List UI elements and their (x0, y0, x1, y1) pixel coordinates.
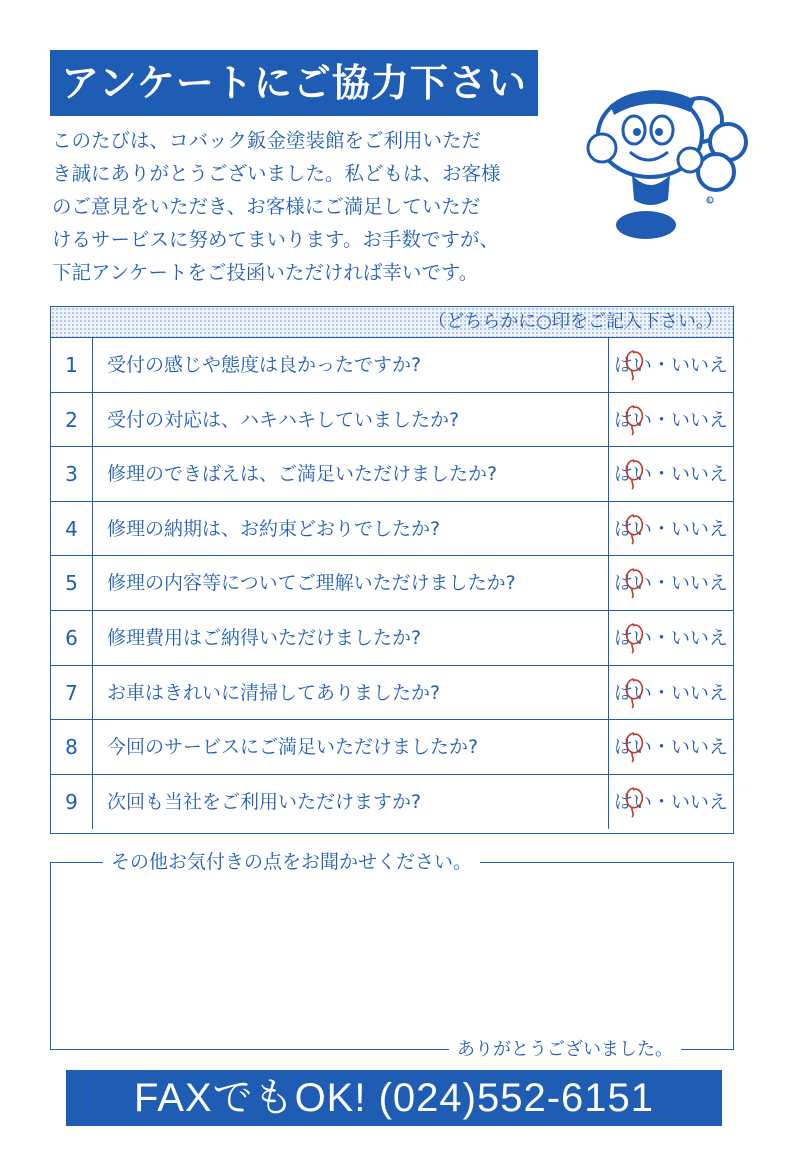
question-text: 修理の内容等についてご理解いただけましたか? (93, 556, 609, 610)
question-number: 5 (51, 556, 93, 610)
survey-row (51, 393, 733, 448)
comments-label: その他お気付きの点をお聞かせください。 (103, 847, 480, 877)
intro-line: のご意見をいただき、お客様にご満足していただ (52, 195, 481, 218)
answer-options: はい・いいえ (613, 354, 728, 376)
question-number: 9 (51, 775, 93, 830)
question-text: お車はきれいに清掃してありましたか? (93, 666, 609, 720)
intro-line: このたびは、コバック鈑金塗装館をご利用いただ (52, 129, 482, 152)
question-number: 7 (51, 666, 93, 720)
answer-options: はい・いいえ (613, 681, 728, 704)
question-text: 受付の感じや態度は良かったですか? (93, 338, 609, 392)
answer-choice[interactable] (609, 502, 733, 556)
answer-choice[interactable] (609, 338, 733, 392)
survey-table (50, 306, 734, 834)
answer-options: はい・いいえ (613, 790, 728, 813)
question-number: 2 (51, 393, 93, 447)
answer-choice[interactable] (609, 393, 733, 447)
survey-row (51, 720, 733, 775)
thanks-text: ありがとうございました。 (449, 1035, 681, 1065)
survey-row (51, 447, 733, 502)
answer-choice[interactable] (609, 666, 733, 720)
answer-options: はい・いいえ (613, 572, 728, 595)
survey-row (51, 666, 733, 721)
intro-line: 下記アンケートをご投函いただければ幸いです。 (52, 261, 479, 284)
answer-choice[interactable] (609, 556, 733, 610)
intro-line: き誠にありがとうございました。私どもは、お客様 (52, 162, 501, 185)
answer-options: はい・いいえ (613, 463, 728, 486)
intro-text (52, 124, 552, 289)
question-number: 8 (51, 720, 93, 774)
registered-mark: ® (706, 198, 712, 205)
answer-options: はい・いいえ (613, 626, 728, 649)
survey-row (51, 775, 733, 830)
survey-rows (51, 338, 733, 829)
survey-row (51, 502, 733, 557)
answer-choice[interactable] (609, 720, 733, 774)
question-number: 3 (51, 447, 93, 501)
survey-instruction: （どちらかに○印をご記入下さい。） (51, 307, 733, 338)
answer-options: はい・いいえ (613, 736, 728, 759)
question-text: 受付の対応は、ハキハキしていましたか? (93, 393, 609, 447)
answer-choice[interactable] (609, 775, 733, 830)
comments-box[interactable] (50, 851, 734, 1060)
survey-row (51, 611, 733, 666)
intro-line: けるサービスに努めてまいります。お手数ですが、 (52, 228, 499, 251)
page-title: アンケートにご協力下さい (50, 50, 538, 116)
question-text: 修理費用はご納得いただけましたか? (93, 611, 609, 665)
question-text: 今回のサービスにご満足いただけましたか? (93, 720, 609, 774)
mascot-character-icon (550, 60, 750, 260)
question-text: 次回も当社をご利用いただけますか? (93, 775, 609, 830)
answer-choice[interactable] (609, 611, 733, 665)
question-number: 4 (51, 502, 93, 556)
answer-options: はい・いいえ (613, 408, 728, 431)
answer-choice[interactable] (609, 447, 733, 501)
question-number: 1 (51, 338, 93, 392)
question-text: 修理のできばえは、ご満足いただけましたか? (93, 447, 609, 501)
answer-options: はい・いいえ (613, 517, 728, 540)
question-text: 修理の納期は、お約束どおりでしたか? (93, 502, 609, 556)
fax-banner: FAXでもOK! (024)552-6151 (66, 1070, 722, 1126)
survey-row (51, 556, 733, 611)
survey-row (51, 338, 733, 393)
question-number: 6 (51, 611, 93, 665)
